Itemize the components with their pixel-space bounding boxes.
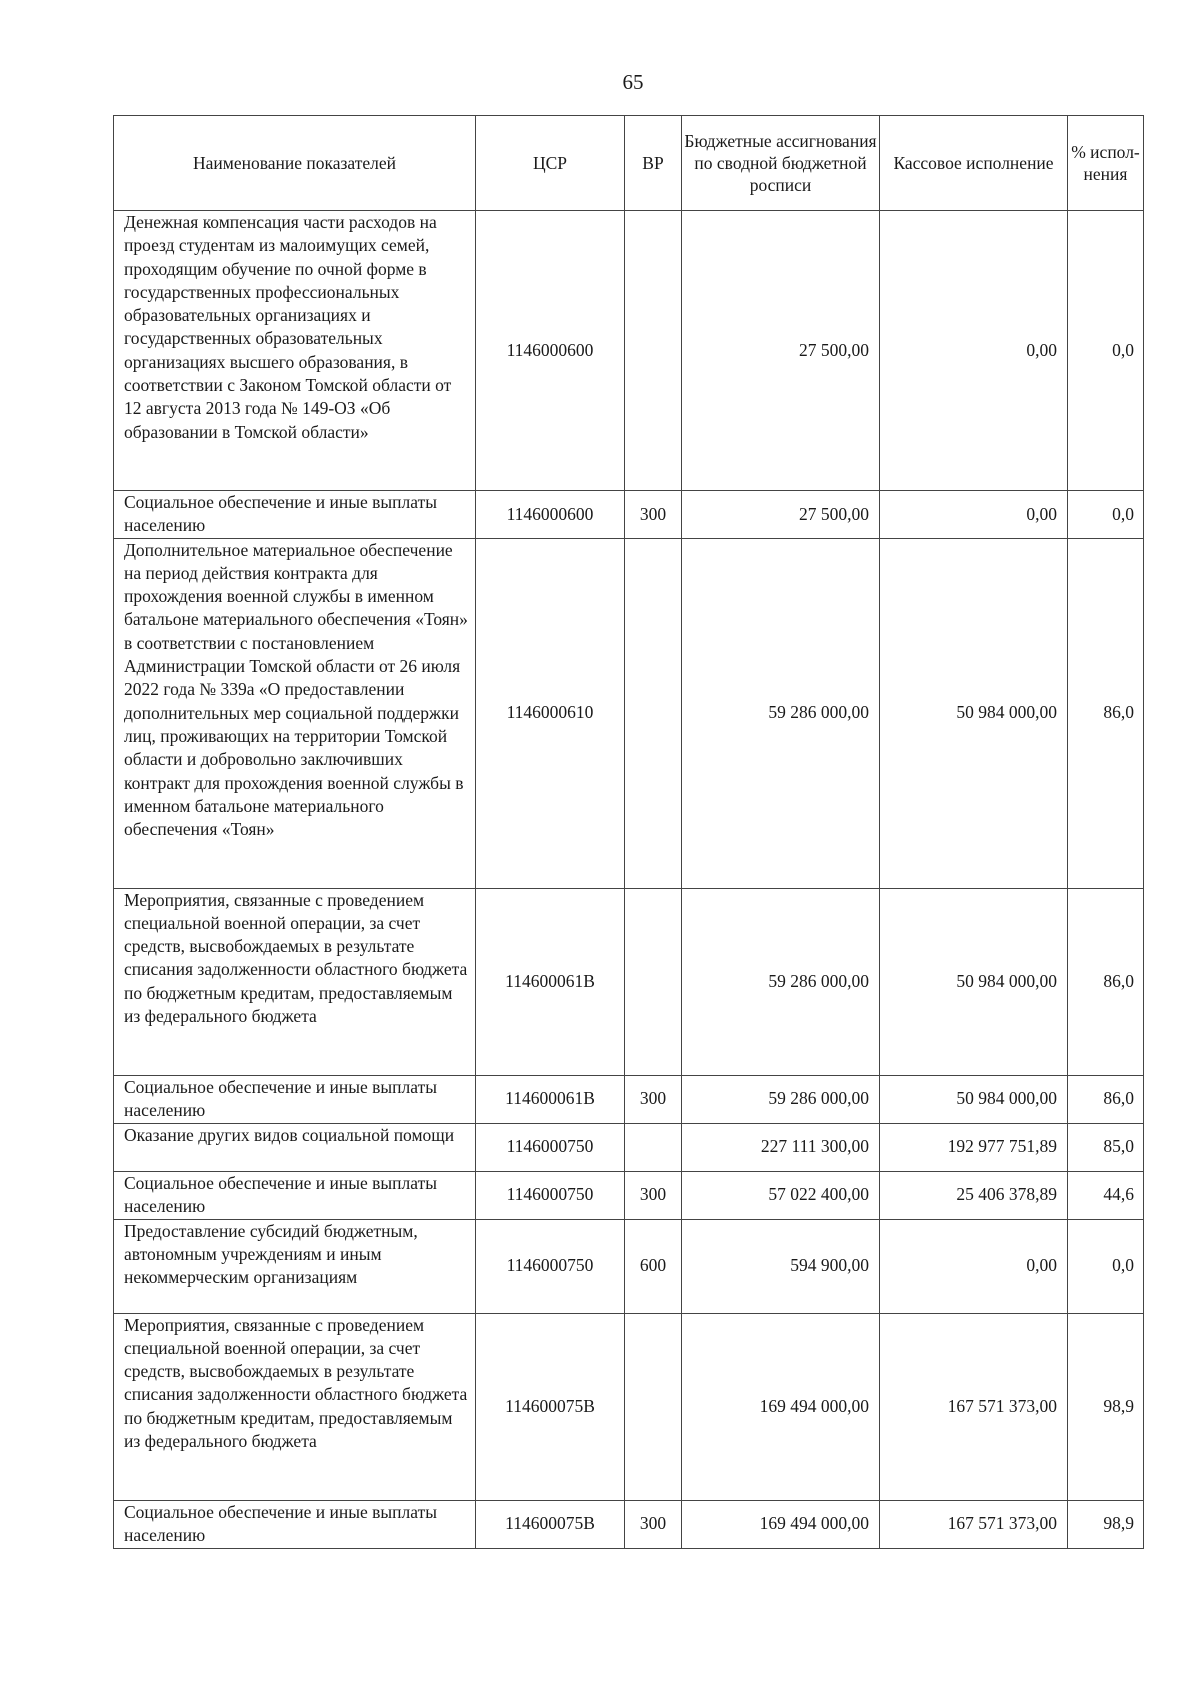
row-csr: 1146000750 [476, 1123, 625, 1171]
row-csr: 114600061В [476, 888, 625, 1075]
row-name: Социальное обеспечение и иные выплаты населению [114, 1500, 476, 1548]
header-cash-execution: Кассовое исполнение [880, 116, 1068, 211]
row-vr: 600 [625, 1219, 682, 1313]
row-vr: 300 [625, 491, 682, 539]
row-budget: 169 494 000,00 [682, 1500, 880, 1548]
header-csr: ЦСР [476, 116, 625, 211]
row-percent: 0,0 [1068, 211, 1144, 491]
row-vr [625, 538, 682, 888]
table-row [114, 491, 1144, 539]
row-percent: 98,9 [1068, 1313, 1144, 1500]
table-row [114, 1500, 1144, 1548]
page-number: 65 [622, 70, 644, 94]
row-cash: 50 984 000,00 [880, 1075, 1068, 1123]
table-row [114, 1123, 1144, 1171]
row-csr: 1146000750 [476, 1219, 625, 1313]
header-budget-allocations: Бюджетные ассигнования по сводной бюджетной росписи [682, 116, 880, 211]
header-name: Наименование показателей [114, 116, 476, 211]
row-csr: 1146000600 [476, 211, 625, 491]
table-header-row [114, 116, 1144, 211]
row-budget: 59 286 000,00 [682, 1075, 880, 1123]
row-percent: 85,0 [1068, 1123, 1144, 1171]
row-cash: 0,00 [880, 211, 1068, 491]
row-name: Дополнительное материальное обеспечение на период действия контракта для прохождения военной службы в именном батальоне материального обеспечения «Тоян» в соответствии с постановлением Администрации Томской области от 26 июля 2022 года № 339а «О предоставлении дополнительных мер социальной поддержки лиц, проживающих на территории Томской области и добровольно заключивших контракт для прохождения военной службы в именном батальоне материального обеспечения «Тоян» [114, 538, 476, 888]
table-row [114, 538, 1144, 888]
row-name: Предоставление субсидий бюджетным, автономным учреждениям и иным некоммерческим организациям [114, 1219, 476, 1313]
row-cash: 192 977 751,89 [880, 1123, 1068, 1171]
row-percent: 86,0 [1068, 1075, 1144, 1123]
table-row [114, 1171, 1144, 1219]
row-cash: 167 571 373,00 [880, 1500, 1068, 1548]
row-vr: 300 [625, 1075, 682, 1123]
row-csr: 114600075В [476, 1313, 625, 1500]
table-row [114, 211, 1144, 491]
table-row [114, 888, 1144, 1075]
row-budget: 59 286 000,00 [682, 538, 880, 888]
row-percent: 86,0 [1068, 538, 1144, 888]
table-row [114, 1219, 1144, 1313]
budget-execution-table [113, 115, 1144, 1549]
header-execution-percent: % испол-нения [1068, 116, 1144, 211]
row-name: Социальное обеспечение и иные выплаты населению [114, 1075, 476, 1123]
row-name: Мероприятия, связанные с проведением специальной военной операции, за счет средств, высвобождаемых в результате списания задолженности областного бюджета по бюджетным кредитам, предоставляемым из федерального бюджета [114, 1313, 476, 1500]
row-name: Оказание других видов социальной помощи [114, 1123, 476, 1171]
row-percent: 86,0 [1068, 888, 1144, 1075]
row-name: Социальное обеспечение и иные выплаты населению [114, 491, 476, 539]
row-vr: 300 [625, 1500, 682, 1548]
row-csr: 1146000610 [476, 538, 625, 888]
row-vr [625, 888, 682, 1075]
row-cash: 25 406 378,89 [880, 1171, 1068, 1219]
row-vr [625, 1123, 682, 1171]
row-budget: 57 022 400,00 [682, 1171, 880, 1219]
row-vr [625, 211, 682, 491]
row-cash: 167 571 373,00 [880, 1313, 1068, 1500]
header-vr: ВР [625, 116, 682, 211]
row-cash: 0,00 [880, 491, 1068, 539]
row-percent: 0,0 [1068, 1219, 1144, 1313]
row-cash: 0,00 [880, 1219, 1068, 1313]
row-csr: 1146000600 [476, 491, 625, 539]
row-name: Социальное обеспечение и иные выплаты населению [114, 1171, 476, 1219]
row-name: Денежная компенсация части расходов на проезд студентам из малоимущих семей, проходящим обучение по очной форме в государственных профессиональных образовательных организациях и государственных образовательных организациях высшего образования, в соответствии с Законом Томской области от 12 августа 2013 года № 149-ОЗ «Об образовании в Томской области» [114, 211, 476, 491]
row-csr: 1146000750 [476, 1171, 625, 1219]
row-vr: 300 [625, 1171, 682, 1219]
row-cash: 50 984 000,00 [880, 888, 1068, 1075]
table-row [114, 1313, 1144, 1500]
row-csr: 114600075В [476, 1500, 625, 1548]
row-percent: 44,6 [1068, 1171, 1144, 1219]
row-vr [625, 1313, 682, 1500]
row-budget: 27 500,00 [682, 211, 880, 491]
row-csr: 114600061В [476, 1075, 625, 1123]
row-budget: 59 286 000,00 [682, 888, 880, 1075]
row-budget: 27 500,00 [682, 491, 880, 539]
table-row [114, 1075, 1144, 1123]
row-percent: 0,0 [1068, 491, 1144, 539]
row-budget: 227 111 300,00 [682, 1123, 880, 1171]
row-name: Мероприятия, связанные с проведением специальной военной операции, за счет средств, высвобождаемых в результате списания задолженности областного бюджета по бюджетным кредитам, предоставляемым из федерального бюджета [114, 888, 476, 1075]
row-percent: 98,9 [1068, 1500, 1144, 1548]
row-budget: 594 900,00 [682, 1219, 880, 1313]
row-cash: 50 984 000,00 [880, 538, 1068, 888]
row-budget: 169 494 000,00 [682, 1313, 880, 1500]
